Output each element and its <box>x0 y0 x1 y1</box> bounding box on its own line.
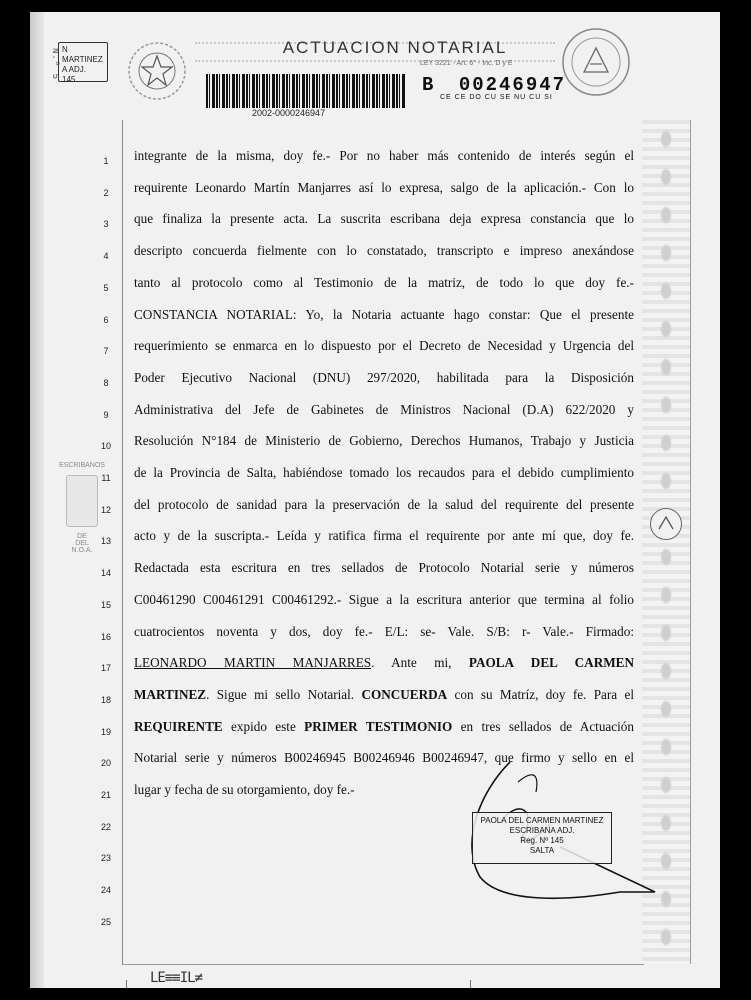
text-run: tanto al protocolo como al Testimonio de la matriz, de todo lo que doy fe.- <box>134 274 634 290</box>
text-run: Resolución N°184 de Ministerio de Gobierno, Derechos Humanos, Trabajo y Justicia <box>134 433 634 449</box>
faded-stamp-line: DEL <box>75 540 89 547</box>
text-run: . Ante mi, <box>371 655 469 671</box>
notary-stamp-line: Reg. Nº 145 <box>520 836 564 845</box>
text-line <box>30 495 634 528</box>
serial-letter: B <box>422 74 436 96</box>
text-run: Poder Ejecutivo Nacional (DNU) 297/2020, habilitada para la Disposición <box>134 369 634 385</box>
faded-stamp-line: DE <box>77 533 87 540</box>
handwritten-note: LE≡≡IL≠ <box>150 970 203 986</box>
bold-text: PAOLA DEL CARMEN <box>468 655 634 671</box>
line-text <box>134 624 634 640</box>
text-run: descripto concuerda fielmente con lo constatado, transcripto e impreso anexándose <box>134 243 634 259</box>
line-number: 3 <box>103 219 109 230</box>
side-seal-icon <box>650 508 682 540</box>
text-line <box>30 241 634 274</box>
line-text <box>134 719 634 735</box>
text-run: de la Provincia de Salta, habiéndose tomado los recaudos para el debido cumplimiento <box>134 465 634 480</box>
margin-stamp-line: 145 <box>62 75 76 84</box>
text-run: C00461290 C00461291 C00461292.- Sigue a la escritura anterior que termina al folio <box>134 591 634 607</box>
law-reference: LEY 3221 - Art. 6° - Inc. D y E <box>420 60 513 67</box>
text-line <box>30 178 634 211</box>
notarial-sheet <box>30 12 720 988</box>
province-seal-icon <box>560 26 632 98</box>
line-number: 15 <box>100 599 111 610</box>
notary-stamp <box>472 812 612 864</box>
line-text <box>134 370 634 386</box>
line-number: 24 <box>100 885 111 896</box>
line-number: 8 <box>103 377 109 388</box>
document-title: ACTUACION NOTARIAL <box>282 38 508 57</box>
margin-tick <box>126 980 127 988</box>
barcode <box>206 74 406 108</box>
text-line <box>30 336 634 369</box>
bold-text: REQUIRENTE <box>134 718 223 734</box>
text-line <box>30 273 634 306</box>
text-run: requerimiento se enmarca en lo dispuesto por el Decreto de Necesidad y Urgencia del <box>134 338 634 354</box>
line-text <box>134 402 634 418</box>
text-line <box>30 558 634 591</box>
line-text <box>134 307 634 323</box>
line-number: 22 <box>100 821 111 832</box>
text-run: integrante de la misma, doy fe.- Por no haber más contenido de interés según el <box>134 148 634 163</box>
line-number: 21 <box>100 790 111 800</box>
line-text <box>134 148 634 164</box>
serial-caption: CE CE DO CU SE NU CU SI <box>440 94 553 101</box>
margin-tick <box>470 980 471 988</box>
line-number: 1 <box>103 156 109 166</box>
bold-text: CONCUERDA <box>361 686 448 702</box>
line-number: 4 <box>103 251 109 262</box>
text-run: Administrativa del Jefe de Gabinetes de Ministros Nacional (D.A) 622/2020 y <box>134 401 634 417</box>
text-line <box>30 685 634 718</box>
notary-stamp-line: ESCRIBANA ADJ. <box>509 826 575 835</box>
line-text <box>134 465 634 481</box>
text-line <box>30 146 634 179</box>
line-number: 13 <box>100 536 111 547</box>
margin-stamp-line: N MARTINEZ <box>62 45 103 64</box>
margin-stamp <box>58 42 108 82</box>
text-line <box>30 590 634 623</box>
text-run: . Sigue mi sello Notarial. <box>206 686 362 702</box>
line-text <box>134 275 634 291</box>
line-number: 14 <box>100 568 111 579</box>
line-text <box>134 180 634 196</box>
line-number: 10 <box>100 441 111 452</box>
notary-stamp-line: SALTA <box>529 846 555 855</box>
text-line <box>30 463 634 496</box>
line-number: 19 <box>100 726 111 737</box>
line-text <box>134 243 634 259</box>
line-text <box>134 211 634 227</box>
line-text <box>134 528 634 544</box>
line-number: 5 <box>103 282 109 293</box>
text-line <box>30 622 634 655</box>
notary-stamp-line: PAOLA DEL CARMEN MARTINEZ <box>480 816 604 825</box>
faded-stamp-line: N.O.A. <box>71 547 93 554</box>
line-number: 2 <box>103 187 109 198</box>
text-line <box>30 431 634 464</box>
line-text <box>134 655 634 671</box>
text-run: del protocolo de sanidad para la preservación de la salud del requirente del presente <box>134 496 634 512</box>
serial-number <box>422 74 566 96</box>
line-number: 6 <box>103 314 109 325</box>
text-run: lugar y fecha de su otorgamiento, doy fe.- <box>134 782 355 797</box>
text-run: en tres sellados de Actuación <box>452 718 634 734</box>
text-run: expido este <box>222 718 305 734</box>
underlined-text: LEONARDO MARTIN MANJARRES <box>134 655 372 671</box>
text-run: requirente Leonardo Martín Manjarres así lo expresa, salgo de la aplicación.- Con lo <box>134 179 634 195</box>
margin-stamp-line: A ADJ. <box>62 65 87 74</box>
coat-of-arms-icon <box>126 40 188 102</box>
text-line <box>30 653 634 686</box>
text-line <box>30 717 634 750</box>
line-number: 25 <box>100 916 111 927</box>
line-text <box>134 338 634 354</box>
text-line <box>30 526 634 559</box>
text-run: Redactada esta escritura en tres sellados de Protocolo Notarial serie y números <box>134 560 634 576</box>
line-number: 9 <box>103 409 109 420</box>
text-run: CONSTANCIA NOTARIAL: Yo, la Notaria actuante hago constar: Que el presente <box>134 306 634 322</box>
text-run: que finaliza la presente acta. La suscrita escribana deja expresa constancia que lo <box>134 211 634 227</box>
barcode-number: 2002-0000246947 <box>252 108 326 118</box>
text-line <box>30 400 634 433</box>
text-run: cuatrocientos noventa y dos, doy fe.- E/L: se- Vale. S/B: r- Vale.- Firmado: <box>134 623 634 639</box>
line-number: 23 <box>100 853 111 864</box>
line-number: 7 <box>103 346 109 357</box>
line-number: 11 <box>101 473 111 483</box>
line-text <box>134 497 634 513</box>
faded-stamp-line: ESCRIBANOS <box>59 462 105 469</box>
line-number: 18 <box>100 694 111 705</box>
corner-mark: N.º 5 <box>50 48 60 81</box>
text-run: acto y de la suscripta.- Leída y ratifica firma el requirente por ante mí que, doy fe. <box>134 528 634 544</box>
line-number: 20 <box>100 758 111 769</box>
text-run: Notarial serie y números B00246945 B00246946 B00246947, que firmo y sello en el <box>134 750 634 766</box>
text-line <box>30 305 634 338</box>
serial-digits: 00246947 <box>458 74 567 96</box>
bold-text: MARTINEZ <box>134 686 207 702</box>
line-text <box>134 592 634 608</box>
text-line <box>30 368 634 401</box>
bold-text: PRIMER TESTIMONIO <box>304 718 453 734</box>
line-number: 12 <box>100 504 111 515</box>
text-line <box>30 209 634 242</box>
line-number: 16 <box>100 631 111 642</box>
text-run: con su Matríz, doy fe. Para el <box>447 686 634 702</box>
line-text <box>134 560 634 576</box>
line-number: 17 <box>100 663 111 674</box>
line-text <box>134 687 634 703</box>
line-text <box>134 433 634 449</box>
